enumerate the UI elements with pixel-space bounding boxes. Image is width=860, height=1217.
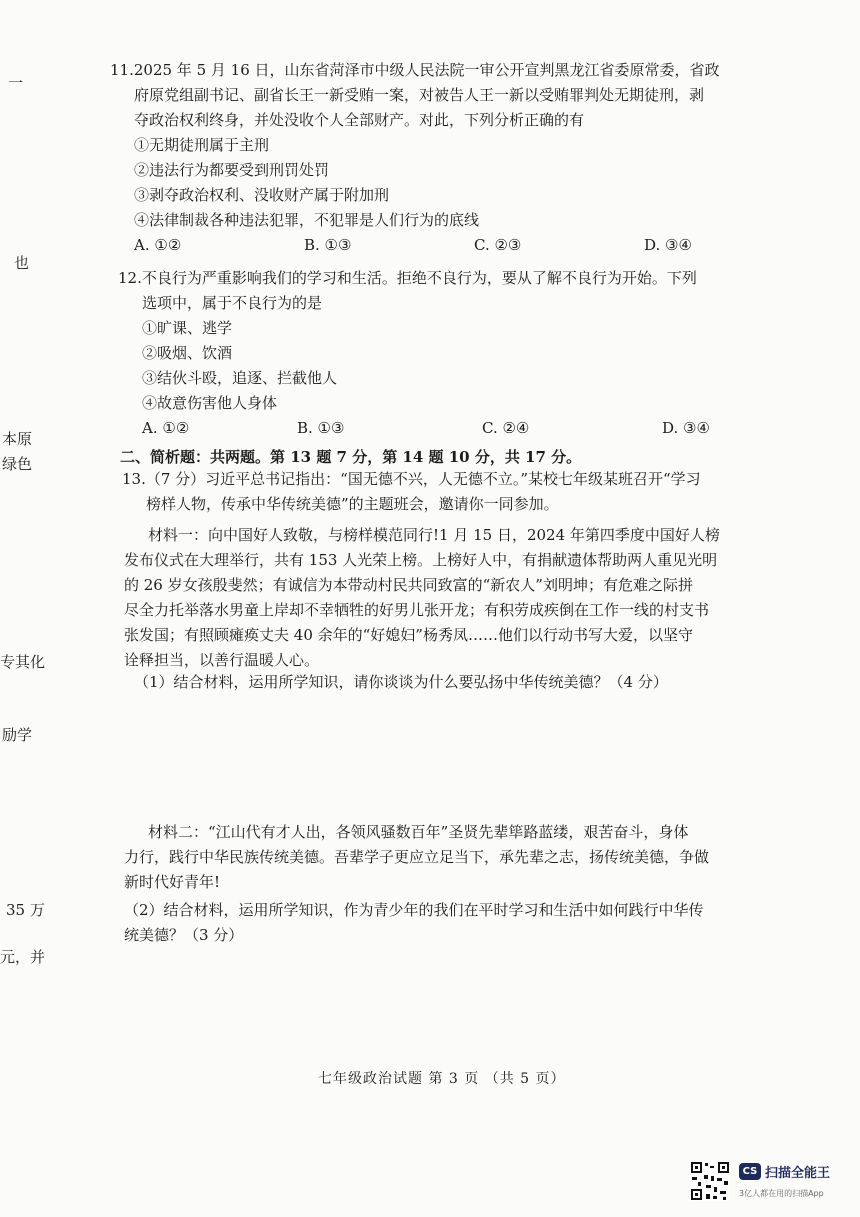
- question-13-stem-line: 13.（7 分）习近平总书记指出：“国无德不兴，人无德不立。”某校七年级某班召开“学习: [122, 470, 701, 488]
- question-11-stem-line: 夺政治权利终身，并处没收个人全部财产。对此，下列分析正确的有: [134, 111, 585, 129]
- cs-logo: CS: [739, 1163, 761, 1180]
- question-13-stem: [122, 467, 812, 517]
- margin-fragment: 励学: [2, 726, 33, 744]
- question-12-stem-line: 选项中，属于不良行为的是: [142, 294, 323, 312]
- option-a: A. ①②: [142, 419, 190, 437]
- section-heading: 二、简析题：共两题。第 13 题 7 分，第 14 题 10 分，共 17 分。: [120, 448, 582, 466]
- margin-fragment: 也: [14, 254, 30, 272]
- question-12-statement: ②吸烟、饮酒: [142, 344, 233, 362]
- material-line: 力行，践行中华民族传统美德。吾辈学子更应立足当下，承先辈之志，扬传统美德，争做: [124, 848, 710, 866]
- question-11: [110, 58, 810, 258]
- brand-tagline: 3亿人都在用的扫描App: [739, 1189, 824, 1198]
- margin-fragment: 本原: [2, 430, 33, 448]
- option-c: C. ②③: [474, 236, 522, 254]
- question-13-stem-line: 榜样人物，传承中华传统美德”的主题班会，邀请你一同参加。: [146, 495, 559, 513]
- sub-question-2-line: 统美德？（3 分）: [124, 926, 244, 944]
- material-1: [124, 523, 814, 673]
- question-12: [118, 266, 808, 441]
- margin-fragment: 专其化: [0, 653, 46, 671]
- question-11-statement: ④法律制裁各种违法犯罪，不犯罪是人们行为的底线: [134, 211, 480, 229]
- page-footer: 七年级政治试题 第 3 页 （共 5 页）: [318, 1071, 566, 1087]
- material-line: 张发国；有照顾瘫痪丈夫 40 余年的“好媳妇”杨秀凤……他们以行动书写大爱，以坚守: [124, 626, 693, 644]
- question-12-statement: ③结伙斗殴，追逐、拦截他人: [142, 369, 338, 387]
- question-11-statement: ②违法行为都要受到刑罚处罚: [134, 161, 330, 179]
- sub-question-2-line: （2）结合材料，运用所学知识，作为青少年的我们在平时学习和生活中如何践行中华传: [124, 901, 704, 919]
- question-11-stem-line: 府原党组副书记、副省长王一新受贿一案，对被告人王一新以受贿罪判处无期徒刑，剥: [134, 86, 705, 104]
- margin-fragment: 一: [8, 74, 24, 92]
- question-12-statement: ①旷课、逃学: [142, 319, 233, 337]
- option-b: B. ①③: [304, 236, 352, 254]
- question-12-stem-line: 12.不良行为严重影响我们的学习和生活。拒绝不良行为，要从了解不良行为开始。下列: [118, 269, 697, 287]
- margin-fragment: 元，并: [0, 948, 46, 966]
- margin-fragment: 绿色: [2, 455, 33, 473]
- option-c: C. ②④: [482, 419, 530, 437]
- question-12-statement: ④故意伤害他人身体: [142, 394, 278, 412]
- option-b: B. ①③: [297, 419, 345, 437]
- material-2: [124, 820, 814, 895]
- sub-question-1: （1）结合材料，运用所学知识，请你谈谈为什么要弘扬中华传统美德？（4 分）: [134, 673, 668, 691]
- material-line: 新时代好青年!: [124, 873, 221, 891]
- material-line: 尽全力托举落水男童上岸却不幸牺牲的好男儿张开龙；有积劳成疾倒在工作一线的村支书: [124, 601, 710, 619]
- qr-code-icon: [690, 1161, 730, 1201]
- material-line: 发布仪式在大理举行，共有 153 人光荣上榜。上榜好人中，有捐献遗体帮助两人重见光明: [124, 551, 718, 569]
- question-11-options: [110, 233, 810, 258]
- brand-name: 扫描全能王: [765, 1166, 831, 1181]
- material-line: 材料二：“江山代有才人出，各领风骚数百年”圣贤先辈筚路蓝缕，艰苦奋斗，身体: [148, 823, 689, 841]
- material-line: 材料一：向中国好人致敬，与榜样模范同行!1 月 15 日，2024 年第四季度中国好人榜: [148, 526, 720, 544]
- option-d: D. ③④: [644, 236, 692, 254]
- sub-question-2: [124, 898, 814, 948]
- material-line: 的 26 岁女孩殷斐然；有诚信为本带动村民共同致富的“新农人”刘明坤；有危难之际拼: [124, 576, 693, 594]
- material-line: 诠释担当，以善行温暖人心。: [124, 651, 320, 669]
- margin-fragment: 35 万: [6, 901, 45, 919]
- question-11-statement: ①无期徒刑属于主刑: [134, 136, 270, 154]
- question-11-stem-line: 11.2025 年 5 月 16 日，山东省菏泽市中级人民法院一审公开宣判黑龙江省委原常委，省政: [110, 61, 720, 79]
- question-12-options: [118, 416, 808, 441]
- option-d: D. ③④: [662, 419, 710, 437]
- option-a: A. ①②: [134, 236, 182, 254]
- question-11-statement: ③剥夺政治权利、没收财产属于附加刑: [134, 186, 390, 204]
